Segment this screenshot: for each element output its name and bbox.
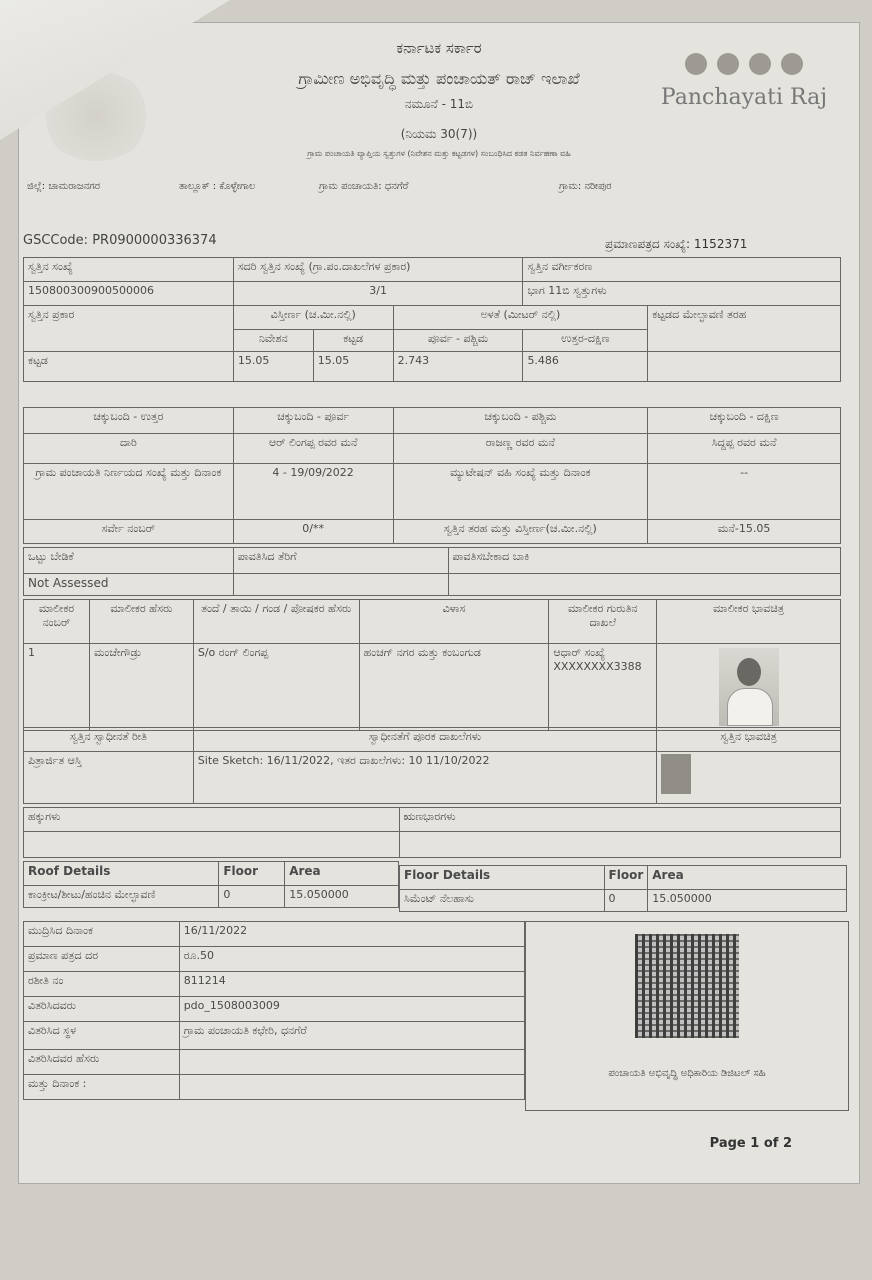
issue-place-label: ವಿತರಿಸಿದ ಸ್ಥಳ: [24, 1022, 180, 1050]
owner-photo: [657, 644, 841, 731]
qr-code-icon: [635, 934, 739, 1038]
north-south-label: ಉತ್ತರ-ದಕ್ಷಿಣ: [523, 330, 648, 352]
table-row: [24, 644, 841, 731]
owner-number-header: ಮಾಲೀಕರ ನಂಬರ್: [24, 600, 90, 644]
taluk: ತಾಲ್ಲೂಕ್ : ಕೊಳ್ಳೇಗಾಲ: [179, 181, 256, 192]
owner-id-header: ಮಾಲೀಕರ ಗುರುತಿನ ದಾಖಲೆ: [549, 600, 657, 644]
owner-id: [549, 644, 657, 731]
south-boundary-value: ಸಿದ್ದಪ್ಪ ರವರ ಮನೆ: [648, 434, 841, 464]
owner-photo-header: ಮಾಲೀಕರ ಭಾವಚಿತ್ರ: [657, 600, 841, 644]
logo-text: Panchayati Raj: [660, 85, 828, 110]
roof-details-table: [23, 861, 399, 908]
form-subtitle: ಗ್ರಾಮ ಪಂಚಾಯತಿ ವ್ಯಾಪ್ತಿಯ ಸ್ವತ್ತುಗಳ (ನಿವೇಶನ ಮತ್ತು ಕಟ್ಟಡಗಳ) ಸಂಬಂಧಿಸಿದ ಕಡತ ನಿರ್ವಹಣಾ ವಹಿ: [307, 149, 571, 158]
building-area-label: ಕಟ್ಟಡ: [313, 330, 393, 352]
people-logo-icon: [659, 53, 829, 75]
receipt-label: ರಶೀತಿ ನಂ: [24, 972, 180, 997]
classification-label: ಸ್ವತ್ತಿನ ವರ್ಗೀಕರಣ: [523, 258, 841, 282]
rule-reference: (ನಿಯಮ 30(7)): [400, 127, 478, 141]
floor-area-value: 15.050000: [648, 890, 847, 912]
resolution-value: 4 - 19/09/2022: [233, 464, 393, 520]
roof-floor-header: Floor: [219, 862, 285, 886]
floor-details-table: [399, 865, 847, 912]
floor-details-header: Floor Details: [400, 866, 605, 890]
district: ಜಿಲ್ಲೆ: ಚಾಮರಾಜನಗರ: [27, 181, 101, 192]
certificate-number: ಪ್ರಮಾಣಪತ್ರದ ಸಂಖ್ಯೆ: 1152371: [605, 237, 748, 251]
site-area-label: ನಿವೇಶನ: [233, 330, 313, 352]
rights-table: [23, 807, 841, 858]
rights-value: [24, 832, 400, 858]
property-photo-image: [661, 754, 691, 794]
print-date: 16/11/2022: [179, 922, 524, 947]
owner-name-header: ಮಾಲೀಕರ ಹೆಸರು: [89, 600, 193, 644]
acquisition-table: [23, 727, 841, 804]
village: ಗ್ರಾಮ: ನರೀಪುರ: [559, 181, 612, 192]
property-kind-label: ಸ್ವತ್ತಿನ ತರಹ ಮತ್ತು ವಿಸ್ತೀರ್ಣ(ಚ.ಮೀ.ನಲ್ಲಿ): [393, 520, 648, 544]
acquisition-docs-value: Site Sketch: 16/11/2022, ಇತರ ದಾಖಲೆಗಳು: 10 11/10/2022: [193, 752, 656, 804]
boundary-table: [23, 407, 841, 544]
construction-type-value: [648, 352, 841, 382]
roof-floor-value: 0: [219, 886, 285, 908]
owner-number: 1: [24, 644, 90, 731]
address-header: ವಿಳಾಸ: [359, 600, 549, 644]
survey-number-value: 0/**: [233, 520, 393, 544]
tax-table: [23, 547, 841, 596]
property-photo: [657, 752, 841, 804]
west-boundary-value: ರಾಜಣ್ಣ ರವರ ಮನೆ: [393, 434, 648, 464]
east-boundary-value: ಆರ್ ಲಿಂಗಪ್ಪ ರವರ ಮನೆ: [233, 434, 393, 464]
page-number: Page 1 of 2: [709, 1136, 792, 1151]
floor-floor-header: Floor: [604, 866, 648, 890]
issue-place: ಗ್ರಾಮ ಪಂಚಾಯತಿ ಕಛೇರಿ, ಧನಗೆರೆ: [179, 1022, 524, 1050]
tax-due-label: ಪಾವತಿಸಬೇಕಾದ ಬಾಕಿ: [448, 548, 841, 574]
mutation-label: ಮ್ಯುಟೇಷನ್ ವಹಿ ಸಂಖ್ಯೆ ಮತ್ತು ದಿನಾಂಕ: [393, 464, 648, 520]
owner-id-type: ಆಧಾರ್ ಸಂಖ್ಯೆ: [553, 646, 606, 659]
survey-no-label: ಸದರಿ ಸ್ವತ್ತಿನ ಸಂಖ್ಯೆ (ಗ್ರಾ.ಪಂ.ದಾಖಲೆಗಳ ಪ್ರಕಾರ): [233, 258, 523, 282]
department-title: ಗ್ರಾಮೀಣ ಅಭಿವೃದ್ಧಿ ಮತ್ತು ಪಂಚಾಯತ್ ರಾಜ್ ಇಲಾಖೆ: [298, 69, 580, 88]
property-id-label: ಸ್ವತ್ತಿನ ಸಂಖ್ಯೆ: [24, 258, 234, 282]
survey-no-value: 3/1: [233, 282, 523, 306]
fee: ರೂ.50: [179, 947, 524, 972]
digital-signature-label: ಪಂಚಾಯತಿ ಅಭಿವೃದ್ಧಿ ಅಧಿಕಾರಿಯ ಡಿಜಿಟಲ್ ಸಹಿ: [608, 1068, 766, 1079]
west-boundary-label: ಚಕ್ಕುಬಂದಿ - ಪಶ್ಚಿಮ: [393, 408, 648, 434]
dimension-label: ಅಳತೆ (ಮೀಟರ್ ನಲ್ಲಿ): [393, 306, 648, 330]
receipt-number: 811214: [179, 972, 524, 997]
form-number: ನಮೂನೆ - 11ಬಿ: [404, 97, 474, 111]
roof-area-value: 15.050000: [285, 886, 399, 908]
rights-label: ಹಕ್ಕುಗಳು: [24, 808, 400, 832]
survey-number-label: ಸರ್ವೇ ನಂಬರ್: [24, 520, 234, 544]
property-type-label: ಸ್ವತ್ತಿನ ಪ್ರಕಾರ: [24, 306, 234, 352]
print-date-label: ಮುದ್ರಿಸಿದ ದಿನಾಂಕ: [24, 922, 180, 947]
gsc-code: GSCCode: PR0900000336374: [23, 233, 217, 248]
east-boundary-label: ಚಕ್ಕುಬಂದಿ - ಪೂರ್ವ: [233, 408, 393, 434]
liabilities-label: ಋಣಭಾರಗಳು: [399, 808, 840, 832]
owner-name: ಮಂಚೇಗೌಡ್ರು: [89, 644, 193, 731]
building-area-value: 15.05: [313, 352, 393, 382]
receiver-value: [179, 1050, 524, 1075]
owner-table: [23, 599, 841, 731]
area-label: ವಿಸ್ತೀರ್ಣ (ಚ.ಮೀ.ನಲ್ಲಿ): [233, 306, 393, 330]
govt-title: ಕರ್ನಾಟಕ ಸರ್ಕಾರ: [396, 39, 482, 57]
owner-id-number: XXXXXXXX3388: [553, 660, 642, 673]
east-west-label: ಪೂರ್ವ - ಪಶ್ಚಿಮ: [393, 330, 523, 352]
roof-details-header: Roof Details: [24, 862, 219, 886]
owner-address: ಹಂಚಗ್ ನಗರ ಮತ್ತು ಕಂಬಂಗುಡ: [359, 644, 549, 731]
north-south-value: 5.486: [523, 352, 648, 382]
tax-paid-value: [233, 574, 448, 596]
certificate-sheet: [18, 22, 860, 1184]
roof-area-header: Area: [285, 862, 399, 886]
property-table: [23, 257, 841, 382]
acquisition-label: ಸ್ವತ್ತಿನ ಸ್ವಾಧೀನತೆ ರೀತಿ: [24, 728, 194, 752]
issuer-label: ವಿತರಿಸಿದವರು: [24, 997, 180, 1022]
property-photo-label: ಸ್ವತ್ತಿನ ಭಾವಚಿತ್ರ: [657, 728, 841, 752]
floor-details-value: ಸಿಮೆಂಟ್ ನೆಲಹಾಸು: [400, 890, 605, 912]
digital-signature-box: [525, 921, 849, 1111]
owner-relation: S/o ರಂಗ್ ಲಿಂಗಪ್ಪ: [193, 644, 359, 731]
mutation-value: --: [648, 464, 841, 520]
south-boundary-label: ಚಕ್ಕುಬಂದಿ - ದಕ್ಷಿಣ: [648, 408, 841, 434]
classification-value: ಭಾಗ 11ಬಿ ಸ್ವತ್ತುಗಳು: [523, 282, 841, 306]
issue-details-table: [23, 921, 525, 1100]
owner-photo-image: [719, 648, 779, 726]
relation-header: ತಂದೆ / ತಾಯಿ / ಗಂಡ / ಪೋಷಕರ ಹೆಸರು: [193, 600, 359, 644]
receiver-date-label: ಮತ್ತು ದಿನಾಂಕ :: [24, 1075, 180, 1100]
floor-floor-value: 0: [604, 890, 648, 912]
gram-panchayat: ಗ್ರಾಮ ಪಂಚಾಯತಿ: ಧನಗೆರೆ: [319, 181, 409, 192]
property-type-value: ಕಟ್ಟಡ: [24, 352, 234, 382]
property-kind-value: ಮನೆ-15.05: [648, 520, 841, 544]
panchayati-raj-logo: [659, 53, 829, 143]
north-boundary-label: ಚಕ್ಕುಬಂದಿ - ಉತ್ತರ: [24, 408, 234, 434]
receiver-date: [179, 1075, 524, 1100]
acquisition-value: ಪಿತ್ರಾರ್ಜಿತ ಆಸ್ತಿ: [24, 752, 194, 804]
acquisition-docs-label: ಸ್ವಾಧೀನತೆಗೆ ಪೂರಕ ದಾಖಲೆಗಳು: [193, 728, 656, 752]
receiver-label: ವಿತರಿಸಿದವರ ಹೆಸರು: [24, 1050, 180, 1075]
roof-details-value: ಕಾಂಕ್ರೀಟ/ಶೀಟು/ಹಂಚಿನ ಮೇಲ್ಛಾವಣಿ: [24, 886, 219, 908]
property-id-value: 150800300900500006: [24, 282, 234, 306]
tax-paid-label: ಪಾವತಿಸಿದ ತೆರಿಗೆ: [233, 548, 448, 574]
floor-area-header: Area: [648, 866, 847, 890]
site-area-value: 15.05: [233, 352, 313, 382]
fee-label: ಪ್ರಮಾಣ ಪತ್ರದ ದರ: [24, 947, 180, 972]
total-demand-value: Not Assessed: [24, 574, 234, 596]
east-west-value: 2.743: [393, 352, 523, 382]
north-boundary-value: ದಾರಿ: [24, 434, 234, 464]
tax-due-value: [448, 574, 841, 596]
liabilities-value: [399, 832, 840, 858]
construction-type-label: ಕಟ್ಟಡದ ಮೇಲ್ಛಾವಣಿ ತರಹ: [648, 306, 841, 352]
resolution-label: ಗ್ರಾಮ ಪಂಚಾಯತಿ ನಿರ್ಣಯದ ಸಂಖ್ಯೆ ಮತ್ತು ದಿನಾಂಕ: [24, 464, 234, 520]
total-demand-label: ಒಟ್ಟು ಬೇಡಿಕೆ: [24, 548, 234, 574]
issuer: pdo_1508003009: [179, 997, 524, 1022]
